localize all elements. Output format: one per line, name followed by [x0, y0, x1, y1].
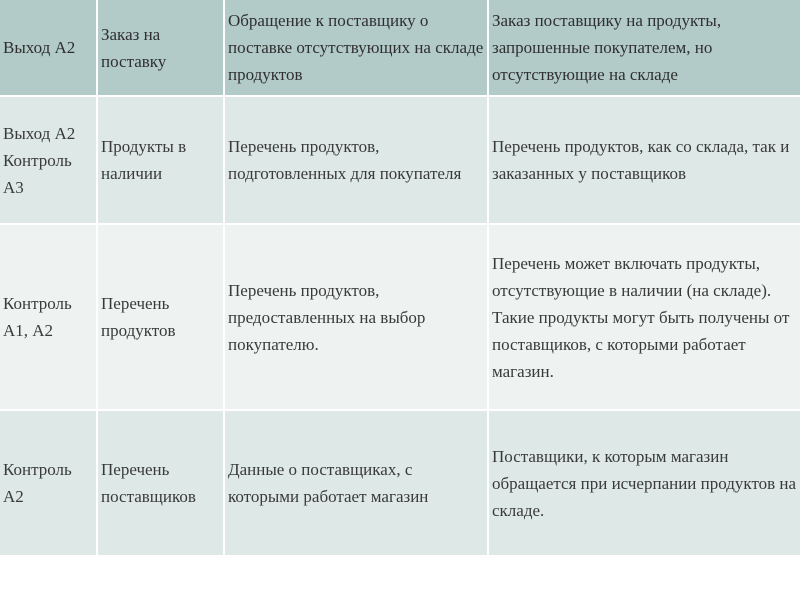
table-cell [224, 410, 488, 556]
cell-text: Заказ на поставку [101, 24, 167, 71]
cell-text: Контроль А1, А2 [3, 294, 72, 340]
table-cell [0, 410, 97, 556]
cell-text: Выход А2 Контроль А3 [3, 123, 76, 197]
cell-text: Данные о поставщиках, с которыми работает магазин [228, 460, 429, 506]
table-cell [488, 96, 800, 224]
table-row [0, 0, 800, 96]
cell-text: Перечень поставщиков [101, 460, 196, 506]
cell-text: Перечень может включать продукты, отсутствующие в наличии (на складе). Такие продукты могут быть получены от поставщиков, с которыми работает магазин. [492, 253, 790, 381]
cell-text: Выход А2 [3, 38, 76, 57]
cell-text: Перечень продуктов, предоставленных на выбор покупателю. [228, 280, 426, 354]
table-cell [97, 96, 224, 224]
table-cell [224, 0, 488, 96]
table-cell [97, 0, 224, 96]
table-cell [224, 96, 488, 224]
table-cell [488, 0, 800, 96]
table-cell [0, 0, 97, 96]
table-row [0, 96, 800, 224]
table-cell [0, 96, 97, 224]
table-row [0, 410, 800, 556]
table-cell [488, 224, 800, 410]
table-cell [97, 224, 224, 410]
cell-text: Перечень продуктов, как со склада, так и заказанных у поставщиков [492, 137, 790, 183]
table-row [0, 224, 800, 410]
cell-text: Поставщики, к которым магазин обращается при исчерпании продуктов на складе. [492, 446, 797, 520]
cell-text: Обращение к поставщику о поставке отсутствующих на складе продуктов [228, 11, 484, 84]
cell-text: Перечень продуктов [101, 294, 176, 340]
cell-text: Перечень продуктов, подготовленных для покупателя [228, 137, 462, 183]
table-cell [0, 224, 97, 410]
cell-text: Продукты в наличии [101, 137, 187, 183]
cell-text: Заказ поставщику на продукты, запрошенные покупателем, но отсутствующие на складе [492, 11, 722, 84]
table-cell [224, 224, 488, 410]
cell-text: Контроль А2 [3, 460, 72, 506]
table-cell [97, 410, 224, 556]
table-cell [488, 410, 800, 556]
